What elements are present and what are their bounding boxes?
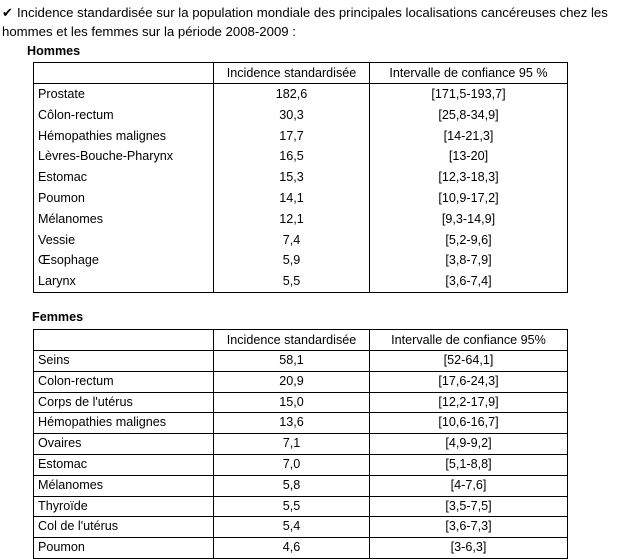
cell-incidence: 12,1 xyxy=(214,209,370,230)
cell-site: Ovaires xyxy=(34,434,214,455)
intro-paragraph xyxy=(2,3,634,41)
cell-incidence: 5,5 xyxy=(214,496,370,517)
table-row xyxy=(34,146,568,167)
cell-ci: [12,2-17,9] xyxy=(370,392,568,413)
cell-site: Thyroïde xyxy=(34,496,214,517)
cell-ci: [9,3-14,9] xyxy=(370,209,568,230)
header-cell-incidence: Incidence standardisée xyxy=(214,63,370,84)
cell-site: Lèvres-Bouche-Pharynx xyxy=(34,146,214,167)
table-row xyxy=(34,538,568,559)
intro-text: Incidence standardisée sur la population mondiale des principales localisations cancéreuses chez les hommes et les femmes sur la période 2008-2009 : xyxy=(2,5,608,39)
hommes-title: Hommes xyxy=(27,44,81,58)
cell-site: Corps de l'utérus xyxy=(34,392,214,413)
cell-ci: [52-64,1] xyxy=(370,351,568,372)
cell-ci: [171,5-193,7] xyxy=(370,84,568,105)
cell-ci: [10,9-17,2] xyxy=(370,188,568,209)
cell-site: Hémopathies malignes xyxy=(34,413,214,434)
cell-site: Mélanomes xyxy=(34,209,214,230)
cell-site: Poumon xyxy=(34,538,214,559)
cell-site: Colon-rectum xyxy=(34,371,214,392)
table-row xyxy=(34,126,568,147)
header-cell-site xyxy=(34,63,214,84)
table-row xyxy=(34,230,568,251)
cell-incidence: 5,9 xyxy=(214,250,370,271)
cell-site: Estomac xyxy=(34,454,214,475)
table-row xyxy=(34,475,568,496)
cell-incidence: 5,5 xyxy=(214,271,370,292)
table-row xyxy=(34,105,568,126)
femmes-table-body xyxy=(34,330,568,559)
header-cell-ci: Intervalle de confiance 95% xyxy=(370,330,568,351)
table-row xyxy=(34,351,568,372)
table-row xyxy=(34,271,568,292)
table-row xyxy=(34,371,568,392)
table-row xyxy=(34,167,568,188)
cell-site: Prostate xyxy=(34,84,214,105)
cell-site: Vessie xyxy=(34,230,214,251)
cell-incidence: 7,1 xyxy=(214,434,370,455)
header-cell-incidence: Incidence standardisée xyxy=(214,330,370,351)
cell-site: Larynx xyxy=(34,271,214,292)
cell-incidence: 58,1 xyxy=(214,351,370,372)
cell-incidence: 15,3 xyxy=(214,167,370,188)
table-header-row xyxy=(34,63,568,84)
cell-ci: [4,9-9,2] xyxy=(370,434,568,455)
table-row xyxy=(34,413,568,434)
cell-incidence: 5,8 xyxy=(214,475,370,496)
cell-incidence: 15,0 xyxy=(214,392,370,413)
cell-ci: [3,6-7,3] xyxy=(370,517,568,538)
cell-ci: [10,6-16,7] xyxy=(370,413,568,434)
cell-ci: [4-7,6] xyxy=(370,475,568,496)
table-row xyxy=(34,209,568,230)
table-row xyxy=(34,250,568,271)
checkmark-icon: ✔ xyxy=(2,5,13,20)
cell-ci: [3,8-7,9] xyxy=(370,250,568,271)
table-row xyxy=(34,392,568,413)
cell-site: Poumon xyxy=(34,188,214,209)
table-row xyxy=(34,517,568,538)
cell-ci: [5,1-8,8] xyxy=(370,454,568,475)
cell-incidence: 17,7 xyxy=(214,126,370,147)
header-cell-ci: Intervalle de confiance 95 % xyxy=(370,63,568,84)
cell-incidence: 13,6 xyxy=(214,413,370,434)
femmes-title: Femmes xyxy=(32,310,84,324)
cell-site: Œsophage xyxy=(34,250,214,271)
table-row xyxy=(34,496,568,517)
table-row xyxy=(34,84,568,105)
hommes-table-body xyxy=(34,63,568,293)
cell-site: Mélanomes xyxy=(34,475,214,496)
cell-ci: [3,6-7,4] xyxy=(370,271,568,292)
cell-incidence: 20,9 xyxy=(214,371,370,392)
cell-incidence: 30,3 xyxy=(214,105,370,126)
cell-ci: [5,2-9,6] xyxy=(370,230,568,251)
cell-site: Seins xyxy=(34,351,214,372)
cell-incidence: 7,4 xyxy=(214,230,370,251)
table-row xyxy=(34,434,568,455)
header-cell-site xyxy=(34,330,214,351)
hommes-table xyxy=(33,62,568,293)
cell-site: Col de l'utérus xyxy=(34,517,214,538)
cell-ci: [13-20] xyxy=(370,146,568,167)
cell-incidence: 5,4 xyxy=(214,517,370,538)
cell-incidence: 7,0 xyxy=(214,454,370,475)
cell-incidence: 16,5 xyxy=(214,146,370,167)
cell-site: Côlon-rectum xyxy=(34,105,214,126)
cell-site: Estomac xyxy=(34,167,214,188)
table-header-row xyxy=(34,330,568,351)
cell-ci: [14-21,3] xyxy=(370,126,568,147)
cell-incidence: 182,6 xyxy=(214,84,370,105)
cell-ci: [25,8-34,9] xyxy=(370,105,568,126)
cell-ci: [3-6,3] xyxy=(370,538,568,559)
cell-site: Hémopathies malignes xyxy=(34,126,214,147)
table-row xyxy=(34,454,568,475)
femmes-table xyxy=(33,329,568,559)
cell-ci: [3,5-7,5] xyxy=(370,496,568,517)
table-row xyxy=(34,188,568,209)
cell-ci: [17,6-24,3] xyxy=(370,371,568,392)
cell-incidence: 14,1 xyxy=(214,188,370,209)
cell-ci: [12,3-18,3] xyxy=(370,167,568,188)
cell-incidence: 4,6 xyxy=(214,538,370,559)
